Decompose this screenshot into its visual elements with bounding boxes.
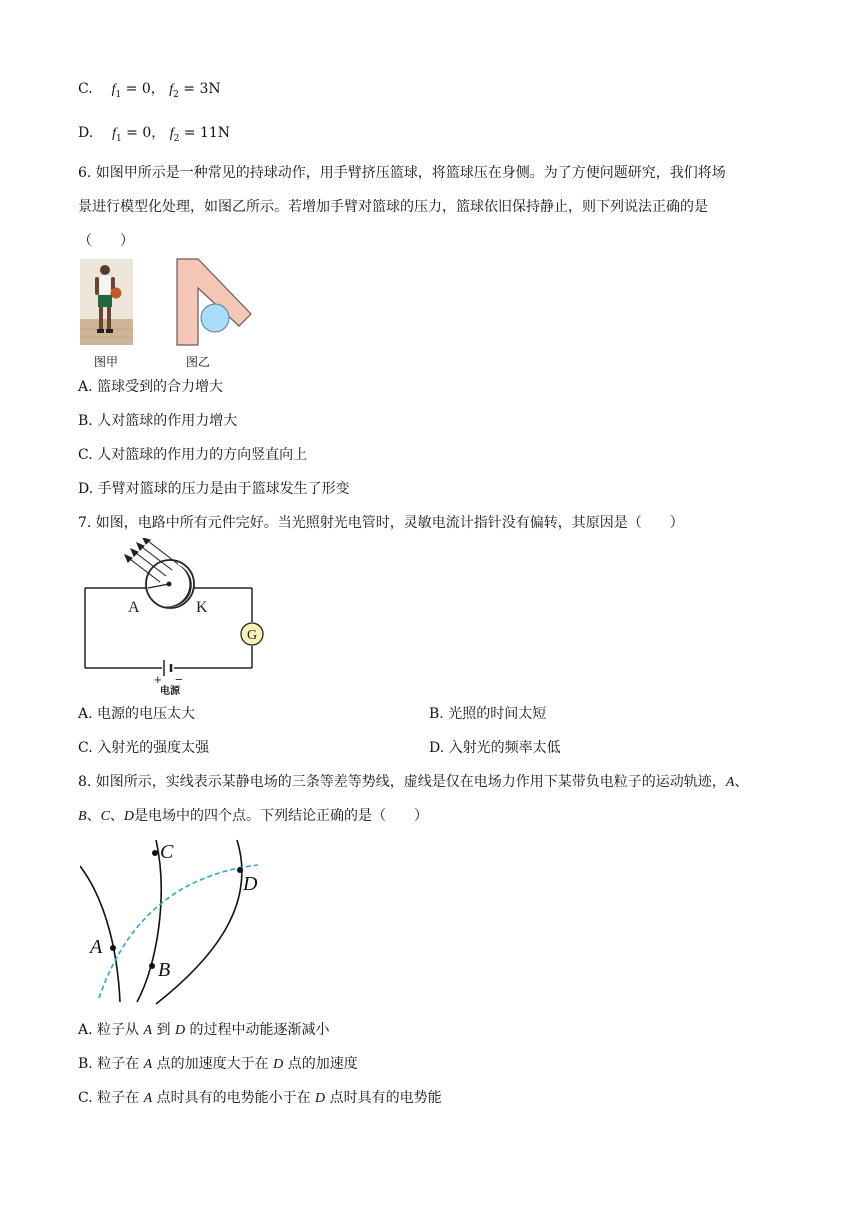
anode-a (167, 582, 172, 587)
option-text: C. 粒子在 (78, 1090, 140, 1106)
q8-option-a (78, 1021, 330, 1040)
q8-stem-point-b: B (78, 809, 87, 824)
option-text: 点时具有的电势能小于在 (156, 1090, 311, 1106)
point-ref: A (143, 1023, 153, 1038)
q5-option-d (78, 124, 230, 148)
point-a-dot (110, 945, 116, 951)
q6-option-b: B. 人对篮球的作用力增大 (78, 413, 238, 429)
f2-subscript: 2 (173, 133, 180, 144)
q8-option-c (78, 1089, 442, 1108)
anode-label: A (128, 599, 140, 616)
q7-option-a: A. 电源的电压太大 (78, 706, 196, 722)
point-ref: D (315, 1091, 326, 1106)
f1-value: = 0， (125, 81, 165, 97)
option-label: D. (78, 125, 94, 141)
option-label: C. (78, 81, 93, 97)
option-text: 点的加速度大于在 (156, 1056, 269, 1072)
equipotential-line-1 (80, 866, 120, 1002)
ball-circle (201, 304, 229, 332)
option-text: B. 粒子在 (78, 1056, 140, 1072)
q8-stem-point-d: D (123, 809, 135, 824)
equipotential-lines-diagram (80, 838, 280, 1008)
q5-option-c (78, 80, 221, 104)
battery-minus: − (175, 672, 183, 687)
q7-option-c: C. 入射光的强度太强 (78, 740, 210, 756)
point-c-label: C (160, 841, 174, 863)
f1-value: = 0， (126, 125, 166, 141)
photocell-circuit-diagram (80, 538, 270, 698)
point-c-dot (152, 850, 158, 856)
point-ref: D (174, 1023, 186, 1038)
point-b-dot (149, 963, 155, 969)
q8-stem-line1 (78, 773, 748, 792)
point-b-label: B (158, 959, 171, 981)
q8-stem-text: 是电场中的四个点。下列结论正确的是（ ） (134, 808, 429, 824)
arm-ball-model-diagram (174, 257, 254, 347)
q6-option-a: A. 篮球受到的合力增大 (78, 379, 224, 395)
cathode-label: K (196, 599, 208, 616)
point-ref: A (143, 1057, 153, 1072)
figure-yi-caption: 图乙 (186, 355, 211, 369)
point-ref: D (273, 1057, 284, 1072)
f1-symbol: f (112, 126, 116, 141)
particle-trajectory (99, 865, 258, 998)
q8-stem-sep: 、 (734, 774, 749, 790)
q8-stem-sep: 、 (109, 808, 124, 824)
f2-symbol: f (169, 126, 174, 141)
q6-stem-line2: 景进行模型化处理，如图乙所示。若增加手臂对篮球的压力，篮球依旧保持静止，则下列说法正确的是 (78, 199, 708, 215)
f2-value: = 11N (183, 125, 231, 141)
galvanometer-label: G (246, 628, 258, 643)
photo-player-holding-ball (80, 259, 133, 345)
f2-symbol: f (169, 82, 174, 97)
f2-value: = 3N (183, 81, 221, 97)
q6-option-c: C. 人对篮球的作用力的方向竖直向上 (78, 447, 308, 463)
q7-option-b: B. 光照的时间太短 (429, 706, 547, 722)
f1-symbol: f (111, 82, 116, 97)
point-d-label: D (243, 873, 258, 895)
q7-option-d: D. 入射光的频率太低 (429, 740, 561, 756)
q6-option-d: D. 手臂对篮球的压力是由于篮球发生了形变 (78, 481, 350, 497)
f2-subscript: 2 (173, 89, 179, 100)
option-text: A. 粒子从 (78, 1022, 140, 1038)
option-text: 到 (156, 1022, 171, 1038)
q6-stem-line1: 6. 如图甲所示是一种常见的持球动作，用手臂挤压篮球，将篮球压在身侧。为了方便问题研究，我们将场 (78, 165, 726, 181)
q8-stem-sep: 、 (86, 808, 101, 824)
q7-stem: 7. 如图，电路中所有元件完好。当光照射光电管时，灵敏电流计指针没有偏转，其原因是（ ） (78, 515, 684, 531)
q8-stem-line2 (78, 807, 428, 826)
f1-subscript: 1 (115, 133, 122, 144)
point-a-label: A (90, 936, 103, 958)
q6-answer-blank: （ ） (78, 233, 134, 249)
option-text: 的过程中动能逐渐减小 (189, 1022, 330, 1038)
q8-stem-text: 8. 如图所示，实线表示某静电场的三条等差等势线，虚线是仅在电场力作用下某带负电粒子的运动轨迹， (78, 774, 726, 790)
q8-option-b (78, 1055, 358, 1074)
point-ref: A (143, 1091, 153, 1106)
f1-subscript: 1 (115, 89, 122, 100)
figure-jia-caption: 图甲 (94, 355, 119, 369)
battery-plus: + (154, 672, 162, 687)
option-text: 点的加速度 (287, 1056, 358, 1072)
q8-stem-point-c: C (100, 809, 110, 824)
option-text: 点时具有的电势能 (329, 1090, 442, 1106)
q8-stem-point-a: A (725, 775, 735, 790)
power-source-label: 电源 (160, 686, 180, 697)
